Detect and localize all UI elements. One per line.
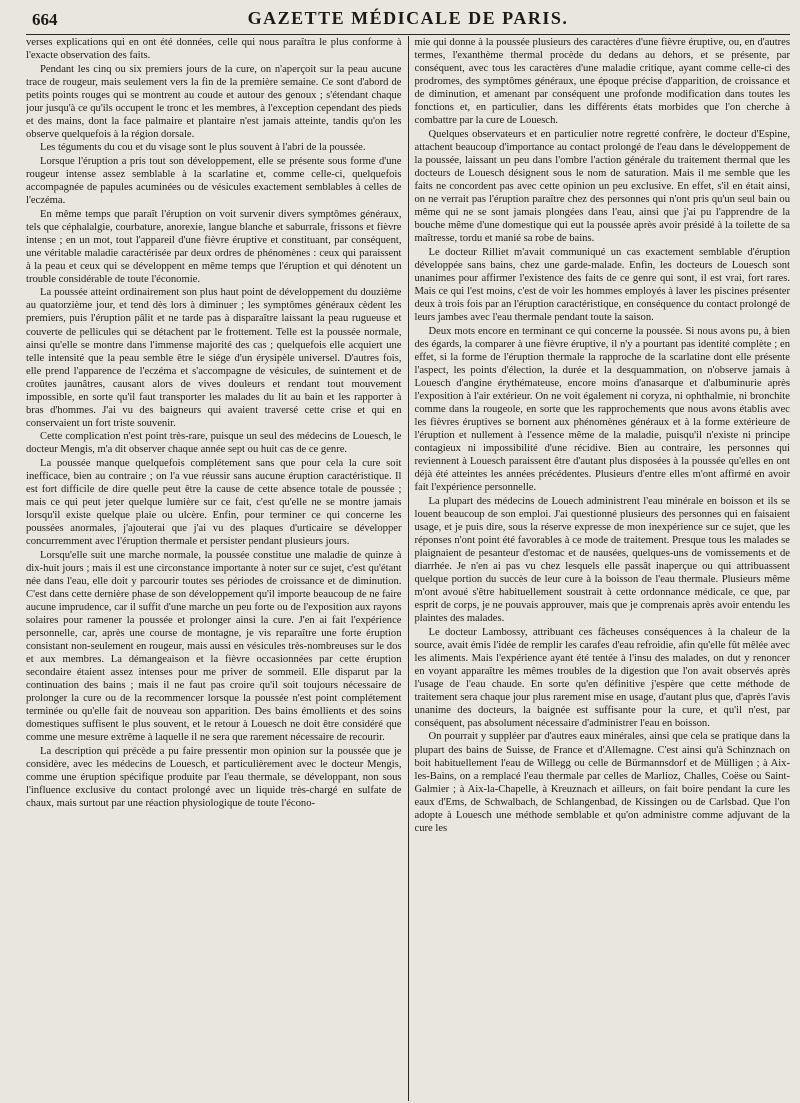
paragraph: Le docteur Lambossy, attribuant ces fâcheuses conséquences à la chaleur de la source, avait émis l'idée de remplir les carafes d'eau refroidie, afin qu'elle fût mêlée avec les aliments. Mais l'expérience ayant été tentée à l'insu des malades, on dut y renoncer en voyant apparaître les mêmes troubles de la digestion que l'on avait observés après l'usage de l'eau chaude. En sorte qu'en définitive j'espère que cette méthode de traitement sera chaque jour plus rarement mise en usage, d'autant plus que, d'après l'avis unanime des docteurs, la baignée est suffisante pour la cure, et qu'il n'est, par conséquent, pas absolument nécessaire d'administrer l'eau en boisson.	[414, 626, 790, 729]
right-column	[409, 36, 791, 1101]
two-column-body	[26, 36, 790, 1101]
paragraph: Lorsqu'elle suit une marche normale, la poussée constitue une maladie de quinze à dix-huit jours ; mais il est une circonstance importante à noter sur ce sujet, c'est qu'étant née dans l'eau, elle doit y parcourir toutes ses périodes de croissance et de diminution. C'est dans cette dernière phase de son développement qu'il importe beaucoup de ne faire aucune imprudence, car il suffit d'une marche un peu forte ou de l'exposition aux rayons solaires pour ramener la poussée et prolonger ainsi la cure. J'en ai fait l'expérience personnelle, car, après une course de montagne, je vis reparaître une forte éruption consistant non-seulement en rougeur, mais aussi en vésicules très-nombreuses sur le dos et aux membres. La démangeaison et la fièvre occasionnées par cette éruption secondaire étaient assez intenses pour me priver de sommeil. Elle disparut par la continuation des bains ; mais il ne faut pas croire qu'il soit toujours nécessaire de prolonger la cure ou de la recommencer lorsque la poussée n'est point complétement terminée ou qu'elle fait de nouveau son apparition. Des bains émollients et des soins domestiques suffisent le plus souvent, et le retour à Louesch ne doit être considéré que comme une mesure extrême à laquelle il ne sera que rarement nécessaire de recourir.	[26, 549, 402, 744]
paragraph: Quelques observateurs et en particulier notre regretté confrère, le docteur d'Espine, attachent beaucoup d'importance au contact prolongé de l'eau dans le développement de la poussée, laissant un peu dans l'ombre l'action générale du traitement thermal que les docteurs de Louesch désignent sous le nom de saturation. Mais il me semble que les faits ne concordent pas avec cette opinion un peu exclusive. En effet, s'il en était ainsi, on ne verrait pas l'éruption paraître chez des personnes qui n'ont pris qu'un seul bain ou même qui ne se sont jamais plongées dans l'eau, ainsi que j'ai pu l'apprendre de la bouche même d'une domestique qui eut la poussée après avoir présidé à la toilette de sa maîtresse, tordu et manié sa robe de bains.	[414, 128, 790, 245]
paragraph: Pendant les cinq ou six premiers jours de la cure, on n'aperçoit sur la peau aucune trace de rougeur, mais seulement vers la fin de la première semaine. Ce sont d'abord de petits points rouges qui se montrent au coude et autour des genoux ; s'étendant chaque jour jusqu'à ce qu'ils occupent le tronc et les membres, à l'exception cependant des pieds et des mains, dont la face palmaire et plantaire n'est jamais atteinte, tandis qu'on les observe quelquefois à la région dorsale.	[26, 63, 402, 140]
paragraph: Les téguments du cou et du visage sont le plus souvent à l'abri de la poussée.	[40, 142, 366, 154]
paragraph: Cette complication n'est point très-rare, puisque un seul des médecins de Louesch, le docteur Mengis, m'a dit observer chaque année sept ou huit cas de ce genre.	[26, 431, 402, 456]
page-header	[26, 4, 790, 35]
paragraph: mie qui donne à la poussée plusieurs des caractères d'une fièvre éruptive, ou, en d'autres termes, l'exanthème thermal procède du dedans au dehors, et se présente, par conséquent, avec tous les caractères d'une maladie critique, ayant comme celle-ci des prodromes, des symptômes généraux, une époque précise d'apparition, de croissance et de diminution, et amenant par conséquent une profonde modification dans toutes les fonctions et, en particulier, dans les différents états morbides que l'on cherche à combattre par la cure de Louesch.	[414, 37, 790, 127]
paragraph: Deux mots encore en terminant ce qui concerne la poussée. Si nous avons pu, à bien des égards, la comparer à une fièvre éruptive, il n'y a pourtant pas identité complète ; en effet, si la forme de l'éruption thermale la rapproche de la scarlatine dont elle présente l'aspect, les points d'élection, la durée et la desquammation, on n'observe jamais à Louesch d'angine érythémateuse, encore moins d'anasarque et d'albuminurie après l'exposition à l'air extérieur. On ne voit également ni coryza, ni ophthalmie, ni bronchite comme dans la rougeole, en sorte que les rapprochements que nous avons établis avec les fièvres éruptives se bornent aux phénomènes généraux et à la forme extérieure de l'éruption et nullement à l'essence même de la maladie, puisqu'il n'existe ni principe contagieux ni impossibilité d'une récidive. Bien au contraire, les personnes qui reviennent à Louesch paraissent être d'autant plus disposées à la poussée qu'elles en ont déjà été atteintes les années précédentes. Plusieurs d'entre elles m'ont affirmé en avoir fait l'expérience personnelle.	[414, 325, 790, 494]
paragraph: La poussée manque quelquefois complétement sans que pour cela la cure soit inefficace, bien au contraire ; on l'a vue réussir sans aucune éruption caractéristique. Il est fort difficile de dire quelle peut être la cause de cette absence totale de poussée ; mais ce qui peut jeter quelque lumière sur ce fait, c'est qu'elle ne se montre jamais lorsqu'il existe quelque plaie ou ulcère. Enfin, pour terminer ce qui concerne les poussées anormales, j'ajouterai que j'ai vu des plaques d'urticaire se développer concurremment avec l'éruption thermale et persister pendant plusieurs jours.	[26, 458, 402, 548]
running-title: GAZETTE MÉDICALE DE PARIS.	[247, 8, 569, 28]
paragraph: En même temps que paraît l'éruption on voit survenir divers symptômes généraux, tels que céphalalgie, courbature, anorexie, langue blanche et saburrale, frissons et fièvre intense ; en un mot, tout l'appareil d'une fièvre éruptive et constituant, par conséquent, une véritable maladie caractérisée par deux ordres de phénomènes : ceux qui paraissent à la peau et ceux qui se développent en même temps que l'éruption et qui dénotent un trouble considérable de toute l'économie.	[26, 208, 402, 285]
paragraph: On pourrait y suppléer par d'autres eaux minérales, ainsi que cela se pratique dans la plupart des bains de Suisse, de France et d'Allemagne. C'est ainsi qu'à Schinznach on boit habituellement l'eau de Willegg ou celle de Bürmannsdorf et de Mülligen ; à Aix-les-Bains, on a remplacé l'eau thermale par celles de Marlioz, Challes, Coëse ou Saint-Galmier ; à Aix-la-Chapelle, à Kreuznach et ailleurs, on fait boire pendant la cure les eaux d'Ems, de Schwalbach, de Schlangenbad, de Kissingen ou de Carlsbad. Que l'on adopte à Louesch une méthode semblable et qu'on administre comme adjuvant de la cure les	[414, 731, 790, 834]
page-number: 664	[32, 10, 58, 29]
paragraph: La plupart des médecins de Louech administrent l'eau minérale en boisson et ils se louent beaucoup de son emploi. J'ai questionné plusieurs des personnes qui en faisaient usage, et je puis dire, sous la réserve expresse de mon inexpérience sur ce sujet, que les réponses n'ont point été favorables à ce mode de traitement. Presque tous les malades se plaignaient de pesanteur d'estomac et de nausées, quelques-uns de vomissements et de diarrhée. Je n'en ai pas vu chez lesquels elle passât inaperçue ou qui attribuassent quelque portion du succès de leur cure à la boisson de l'eau thermale. Plusieurs même m'ont avoué s'être habituellement soustrait à cette ordonnance médicale, ce que, par esprit de corps, je ne pouvais approuver, mais que je comprenais après avoir entendu les plaintes des malades.	[414, 495, 790, 625]
paragraph: Lorsque l'éruption a pris tout son développement, elle se présente sous forme d'une rougeur intense assez semblable à la scarlatine et, comme celle-ci, quelquefois accompagnée de papules acuminées ou de vésicules exactement semblables à celles de l'eczéma.	[26, 155, 402, 207]
paragraph: Le docteur Rilliet m'avait communiqué un cas exactement semblable d'éruption développée sans bains, chez une garde-malade. Enfin, les docteurs de Louesch sont unanimes pour affirmer l'existence des faits de ce genre qui sont, il est vrai, fort rares. Mais ce qui l'est moins, c'est de voir les hommes employés à laver les piscines présenter deux à trois fois par an l'éruption caractéristique, en conséquence du contact prolongé de leurs jambes avec l'eau thermale pendant toute la saison.	[414, 246, 790, 323]
paragraph: La description qui précède a pu faire pressentir mon opinion sur la poussée que je considère, avec les médecins de Louesch, et particulièrement avec le docteur Mengis, comme une éruption spécifique produite par l'eau thermale, se développant, non sous l'influence exclusive du contact prolongé avec un liquide très-chargé en sulfate de chaux, mais surtout par une réaction physiologique de toute l'écono-	[26, 746, 402, 810]
paragraph: verses explications qui en ont été données, celle qui nous paraîtra le plus conforme à l'exacte observation des faits.	[26, 37, 402, 62]
paragraph: La poussée atteint ordinairement son plus haut point de développement du douzième au quatorzième jour, et tend dès lors à diminuer ; les symptômes généraux cèdent les premiers, puis l'éruption pâlit et ne tarde pas à disparaître laissant la peau rugueuse et couverte de pellicules qui se détachent par le frottement. Telle est la poussée normale, ainsi qu'elle se montre dans l'immense majorité des cas ; quelquefois elle acquiert une telle intensité que la peau semble être le siége d'un érysipèle universel. D'autres fois, elle prend l'apparence de l'eczéma et s'accompagne de vésicules, de suintement et de croûtes jaunâtres, causant alors de vives douleurs et rendant tout mouvement impossible, en sorte qu'il faut transporter les malades du lit au bain et les rapporter à bras d'hommes. J'ai vu des baigneurs qui avaient traversé cette crise et qui en conservaient un fort triste souvenir.	[26, 287, 402, 429]
left-column	[26, 36, 408, 1101]
